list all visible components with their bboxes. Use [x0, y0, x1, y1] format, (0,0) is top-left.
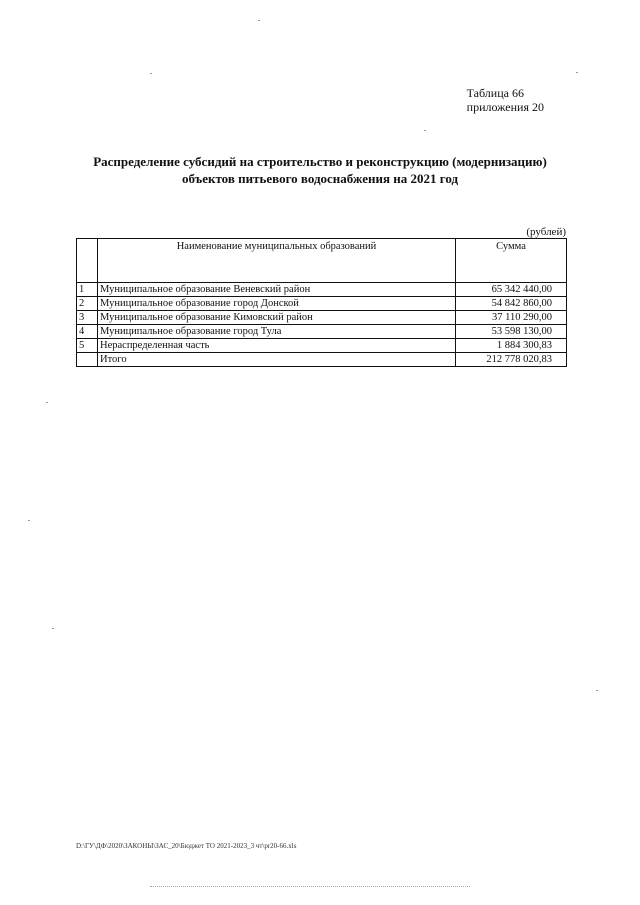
row-name: Муниципальное образование город Донской [98, 297, 456, 311]
row-num: 1 [77, 283, 98, 297]
row-num: 2 [77, 297, 98, 311]
table-number: Таблица 66 [466, 86, 524, 100]
table-row [77, 339, 567, 353]
row-sum: 1 884 300,83 [456, 339, 567, 353]
scan-speck [150, 73, 152, 74]
title-line-1: Распределение субсидий на строительство и реконструкцию (модернизацию) [93, 154, 547, 169]
scan-speck [596, 690, 598, 691]
scan-speck [52, 628, 54, 629]
table-row [77, 311, 567, 325]
row-name: Муниципальное образование город Тула [98, 325, 456, 339]
row-sum: 65 342 440,00 [456, 283, 567, 297]
table-row [77, 283, 567, 297]
table-total-row [77, 353, 567, 367]
row-sum: 53 598 130,00 [456, 325, 567, 339]
document-title [60, 153, 580, 187]
scan-speck [424, 130, 426, 131]
row-num: 3 [77, 311, 98, 325]
row-sum: 54 842 860,00 [456, 297, 567, 311]
unit-note: (рублей) [526, 226, 566, 238]
appendix-number: приложения 20 [466, 100, 544, 114]
file-path-footer: D:\ГУ\ДФ\2020\ЗАКОНЫ\ЗАС_20\Бюджет ТО 2021-2023_3 чт\pr20-66.xls [76, 842, 297, 850]
total-sum: 212 778 020,83 [456, 353, 567, 367]
total-label: Итого [98, 353, 456, 367]
table-row [77, 325, 567, 339]
scan-speck [28, 520, 30, 521]
header-sum: Сумма [456, 239, 567, 283]
total-num [77, 353, 98, 367]
row-name: Муниципальное образование Кимовский район [98, 311, 456, 325]
header-name: Наименование муниципальных образований [98, 239, 456, 283]
title-line-2: объектов питьевого водоснабжения на 2021 год [181, 171, 459, 186]
table-reference [467, 86, 544, 114]
row-name: Муниципальное образование Веневский район [98, 283, 456, 297]
scan-speck [576, 72, 578, 73]
row-sum: 37 110 290,00 [456, 311, 567, 325]
scan-speck [258, 20, 260, 21]
row-num: 5 [77, 339, 98, 353]
table-row [77, 297, 567, 311]
table-header-row [77, 239, 567, 283]
row-name: Нераспределенная часть [98, 339, 456, 353]
scan-artifact-line [150, 886, 470, 887]
subsidy-table [76, 238, 567, 367]
scan-speck [46, 402, 48, 403]
header-num [77, 239, 98, 283]
row-num: 4 [77, 325, 98, 339]
